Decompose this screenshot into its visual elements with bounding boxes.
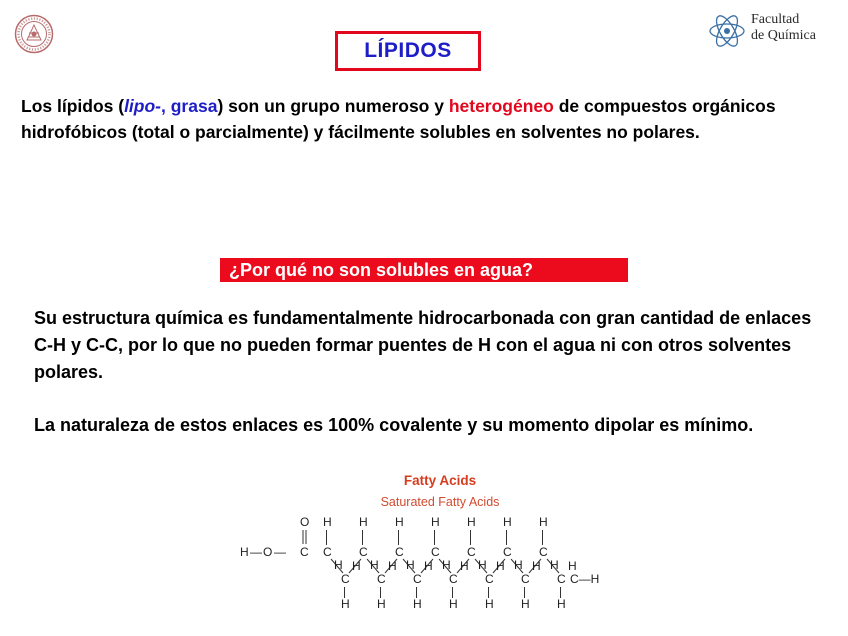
hydrogen-atom: H: [496, 559, 505, 573]
hydrogen-atom: H: [359, 515, 368, 529]
carbon-atom: C: [341, 572, 350, 586]
hydrogen-atom: H: [323, 515, 332, 529]
hydrogen-atom: H: [532, 559, 541, 573]
hydrogen-atom: H: [485, 597, 494, 611]
atom-labels: [323, 515, 577, 611]
carbon-atom: C: [323, 545, 332, 559]
hydrogen-atom: H: [478, 558, 487, 572]
term-lipo: lipo-: [124, 96, 161, 116]
intro-comma: ,: [161, 96, 171, 116]
intro-text-2: ) son un grupo numeroso y: [217, 96, 449, 116]
carbon-atom: C: [521, 572, 530, 586]
page-title: LÍPIDOS: [364, 39, 452, 62]
intro-text-3: de compuestos orgánicos hidrofóbicos (total o parcialmente) y fácilmente solubles en solventes no polares.: [21, 96, 776, 142]
carbon-atom: C: [467, 545, 476, 559]
covalent-paragraph: La naturaleza de estos enlaces es 100% covalente y su momento dipolar es mínimo.: [34, 415, 754, 435]
term-heterogeneo: heterogéneo: [448, 96, 554, 116]
carbon-atom: C: [557, 572, 566, 586]
hydrogen-atom: H: [431, 515, 440, 529]
hydrogen-atom: H: [341, 597, 350, 611]
carbon-atom: C: [539, 545, 548, 559]
question-banner: ¿Por qué no son solubles en agua?: [220, 258, 628, 282]
acid-h: H: [240, 545, 249, 559]
intro-text-1: Los lípidos (: [21, 96, 125, 116]
acid-dash-1: —: [250, 545, 262, 559]
hydrogen-atom: H: [550, 558, 559, 572]
acid-o-carbonyl: O: [300, 515, 310, 529]
carbon-atom: C: [395, 545, 404, 559]
hydrogen-atom: H: [388, 559, 397, 573]
acid-o-hydroxyl: O: [263, 545, 273, 559]
carbon-atom: C: [449, 572, 458, 586]
hydrogen-atom: H: [334, 558, 343, 572]
hydrogen-atom: H: [521, 597, 530, 611]
acid-dash-2: —: [274, 545, 286, 559]
faculty-logo: [707, 8, 842, 56]
hydrogen-atom: H: [557, 597, 566, 611]
carbon-atom: C: [485, 572, 494, 586]
acid-c: C: [300, 545, 309, 559]
carbon-atom: C: [503, 545, 512, 559]
fatty-acid-structure: [232, 512, 612, 622]
faculty-name: [751, 12, 843, 44]
carbon-atom: C: [431, 545, 440, 559]
figure-title: Fatty Acids: [403, 473, 477, 488]
intro-paragraph: [21, 93, 841, 145]
term-grasa: grasa: [170, 96, 218, 116]
hydrogen-atom: H: [442, 558, 451, 572]
hydrogen-atom: H: [460, 559, 469, 573]
structure-paragraph: Su estructura química es fundamentalmente hidrocarbonada con gran cantidad de enlaces C-H y C-C, por lo que no pueden formar puentes de H con el agua ni con otros solventes polares.: [34, 308, 812, 382]
faculty-line-2: de Química: [751, 28, 816, 43]
hydrogen-atom: H: [370, 558, 379, 572]
faculty-line-1: Facultad: [751, 12, 800, 27]
hydrogen-atom: H: [377, 597, 386, 611]
hydrogen-atom: H: [568, 559, 577, 573]
title-box: [335, 31, 481, 71]
carbon-atom: C: [359, 545, 368, 559]
hydrogen-atom: H: [395, 515, 404, 529]
figure-subtitle: Saturated Fatty Acids: [380, 495, 500, 509]
hydrogen-atom: H: [467, 515, 476, 529]
hydrogen-atom: H: [539, 515, 548, 529]
hydrogen-atom: H: [406, 558, 415, 572]
hydrogen-atom: H: [413, 597, 422, 611]
terminal-ch: C—H: [570, 572, 600, 586]
atom-icon: [707, 8, 749, 54]
university-seal-icon: [14, 14, 54, 54]
carbon-atom: C: [413, 572, 422, 586]
hydrogen-atom: H: [352, 559, 361, 573]
hydrogen-atom: H: [514, 558, 523, 572]
hydrogen-atom: H: [503, 515, 512, 529]
hydrogen-atom: H: [424, 559, 433, 573]
carbon-atom: C: [377, 572, 386, 586]
hydrogen-atom: H: [449, 597, 458, 611]
